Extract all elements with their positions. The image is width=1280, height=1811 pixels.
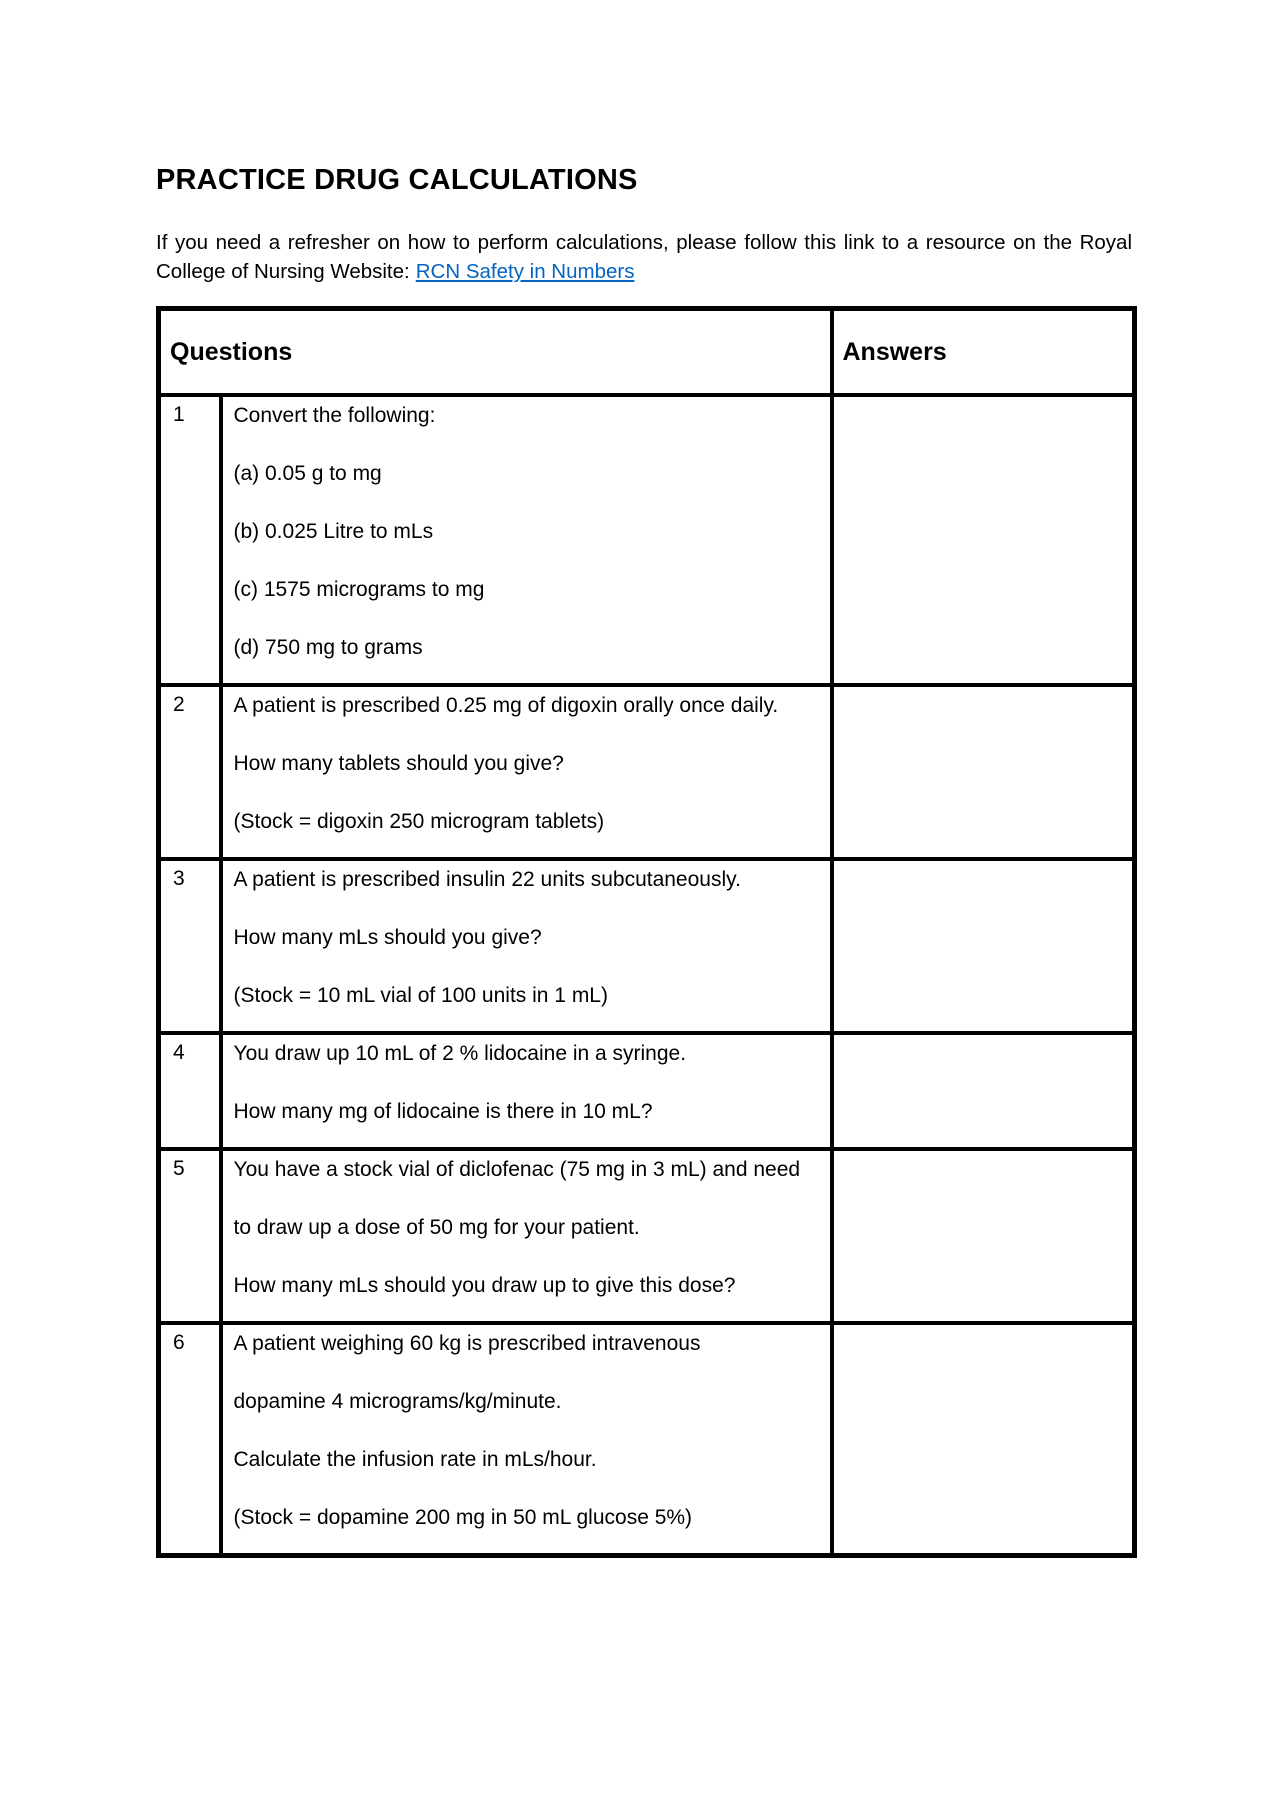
question-line: A patient weighing 60 kg is prescribed intravenous	[233, 1332, 701, 1355]
question-number: 4	[159, 1033, 221, 1149]
question-number: 2	[159, 685, 221, 859]
answer-cell[interactable]	[832, 1149, 1135, 1323]
page-title: PRACTICE DRUG CALCULATIONS	[156, 164, 638, 196]
questions-header: Questions	[159, 309, 832, 396]
answers-header: Answers	[832, 309, 1135, 396]
answer-cell[interactable]	[832, 685, 1135, 859]
questions-table	[156, 306, 1137, 1558]
question-line: You draw up 10 mL of 2 % lidocaine in a syringe.	[233, 1042, 687, 1065]
answer-cell[interactable]	[832, 859, 1135, 1033]
question-cell	[221, 1033, 832, 1149]
question-line: A patient is prescribed 0.25 mg of digoxin orally once daily.	[233, 694, 779, 717]
question-cell	[221, 685, 832, 859]
table-row	[159, 685, 1135, 859]
table-row	[159, 1149, 1135, 1323]
table-row	[159, 859, 1135, 1033]
question-line: (Stock = digoxin 250 microgram tablets)	[233, 810, 605, 833]
question-line: (Stock = 10 mL vial of 100 units in 1 mL)	[233, 984, 608, 1007]
question-line: How many mLs should you draw up to give this dose?	[233, 1274, 736, 1297]
question-cell	[221, 859, 832, 1033]
question-number: 3	[159, 859, 221, 1033]
table-row	[159, 1323, 1135, 1556]
intro-text: If you need a refresher on how to perform calculations, please follow this link to a resource on the Royal College of Nursing Website:	[156, 231, 1132, 283]
table-row	[159, 1033, 1135, 1149]
question-line: How many mLs should you give?	[233, 926, 542, 949]
question-line: to draw up a dose of 50 mg for your patient.	[233, 1216, 640, 1239]
table-row	[159, 395, 1135, 685]
question-line: (Stock = dopamine 200 mg in 50 mL glucose 5%)	[233, 1506, 693, 1529]
answer-cell[interactable]	[832, 395, 1135, 685]
question-line: dopamine 4 micrograms/kg/minute.	[233, 1390, 562, 1413]
question-line: How many mg of lidocaine is there in 10 mL?	[233, 1100, 653, 1123]
question-line: Calculate the infusion rate in mLs/hour.	[233, 1448, 597, 1471]
answer-cell[interactable]	[832, 1033, 1135, 1149]
intro-paragraph	[156, 228, 1132, 286]
table-header-row	[159, 309, 1135, 396]
question-line: A patient is prescribed insulin 22 units subcutaneously.	[233, 868, 741, 891]
question-line: Convert the following:	[233, 404, 436, 427]
question-cell	[221, 395, 832, 685]
question-cell	[221, 1149, 832, 1323]
question-cell	[221, 1323, 832, 1556]
question-number: 1	[159, 395, 221, 685]
questions-body	[159, 395, 1135, 1556]
rcn-safety-link[interactable]: RCN Safety in Numbers	[415, 260, 635, 283]
question-number: 5	[159, 1149, 221, 1323]
question-line: (b) 0.025 Litre to mLs	[233, 520, 434, 543]
question-line: You have a stock vial of diclofenac (75 mg in 3 mL) and need	[233, 1158, 801, 1181]
question-line: (d) 750 mg to grams	[233, 636, 423, 659]
question-number: 6	[159, 1323, 221, 1556]
question-line: (a) 0.05 g to mg	[233, 462, 382, 485]
question-line: How many tablets should you give?	[233, 752, 564, 775]
answer-cell[interactable]	[832, 1323, 1135, 1556]
document-page	[156, 158, 1132, 1558]
question-line: (c) 1575 micrograms to mg	[233, 578, 485, 601]
